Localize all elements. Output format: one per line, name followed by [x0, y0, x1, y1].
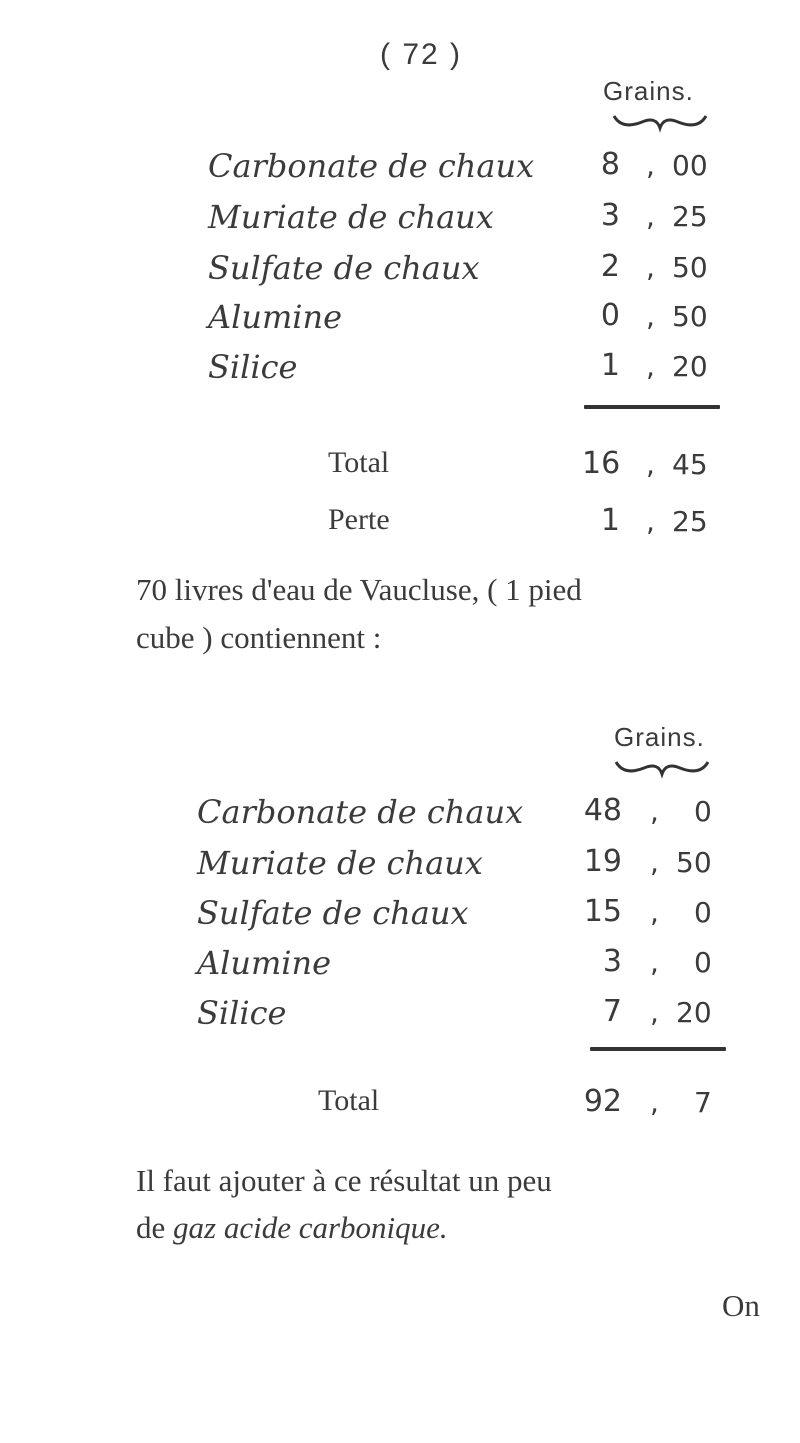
row-comma: , — [650, 996, 659, 1029]
paragraph-line: Il faut ajouter à ce résultat un peu — [136, 1163, 552, 1198]
row-name: Sulfate de chaux — [208, 249, 480, 287]
brace-icon — [614, 758, 710, 782]
row-comma: , — [646, 149, 655, 182]
row-fraction: 20 — [672, 350, 708, 383]
row-integer: 3 — [602, 944, 622, 979]
row-fraction: 0 — [694, 946, 712, 979]
row-fraction: 00 — [672, 149, 708, 182]
row-comma: , — [646, 200, 655, 233]
row-integer: 15 — [583, 894, 622, 929]
row-integer: 8 — [600, 147, 620, 182]
row-name: Muriate de chaux — [208, 198, 494, 236]
row-integer: 3 — [600, 198, 620, 233]
brace-icon — [612, 112, 708, 136]
row-name: Muriate de chaux — [197, 844, 483, 882]
row-name: Alumine — [197, 944, 332, 982]
paragraph-line: cube ) contiennent : — [136, 620, 382, 655]
total-integer: 92 — [583, 1084, 622, 1119]
row-comma: , — [650, 946, 659, 979]
loss-fraction: 25 — [672, 505, 708, 538]
loss-comma: , — [646, 505, 655, 538]
paragraph-line-2 — [136, 1210, 448, 1246]
paragraph-italic: gaz acide carbonique. — [173, 1210, 448, 1245]
sum-rule — [590, 1047, 726, 1051]
row-comma: , — [650, 795, 659, 828]
page-number: ( 72 ) — [380, 38, 463, 71]
row-name: Silice — [208, 348, 298, 386]
row-fraction: 25 — [672, 200, 708, 233]
row-integer: 1 — [600, 348, 620, 383]
row-name: Alumine — [208, 298, 343, 336]
row-fraction: 50 — [672, 300, 708, 333]
total-comma: , — [646, 448, 655, 481]
unit-header: Grains. — [614, 722, 705, 752]
loss-integer: 1 — [600, 503, 620, 538]
row-comma: , — [650, 896, 659, 929]
row-name: Carbonate de chaux — [208, 147, 535, 185]
row-integer: 48 — [583, 793, 622, 828]
row-comma: , — [650, 846, 659, 879]
paragraph-line: 70 livres d'eau de Vaucluse, ( 1 pied — [136, 572, 582, 607]
sum-rule — [584, 405, 720, 409]
total-comma: , — [650, 1086, 659, 1119]
total-integer: 16 — [582, 446, 621, 481]
catchword: On — [722, 1288, 760, 1323]
row-comma: , — [646, 300, 655, 333]
total-label: Total — [328, 446, 390, 479]
row-name: Silice — [197, 994, 287, 1032]
row-fraction: 20 — [676, 996, 712, 1029]
total-fraction: 45 — [672, 448, 708, 481]
row-fraction: 0 — [694, 896, 712, 929]
row-comma: , — [646, 251, 655, 284]
total-fraction: 7 — [694, 1086, 712, 1119]
row-fraction: 50 — [676, 846, 712, 879]
row-fraction: 50 — [672, 251, 708, 284]
paragraph-prefix: de — [136, 1210, 174, 1245]
row-comma: , — [646, 350, 655, 383]
row-integer: 19 — [583, 844, 622, 879]
total-label: Total — [318, 1084, 380, 1117]
row-integer: 2 — [600, 249, 620, 284]
row-fraction: 0 — [694, 795, 712, 828]
row-name: Sulfate de chaux — [197, 894, 469, 932]
unit-header: Grains. — [603, 76, 694, 106]
row-integer: 0 — [600, 298, 620, 333]
row-name: Carbonate de chaux — [197, 793, 524, 831]
row-integer: 7 — [602, 994, 622, 1029]
loss-label: Perte — [328, 503, 390, 536]
